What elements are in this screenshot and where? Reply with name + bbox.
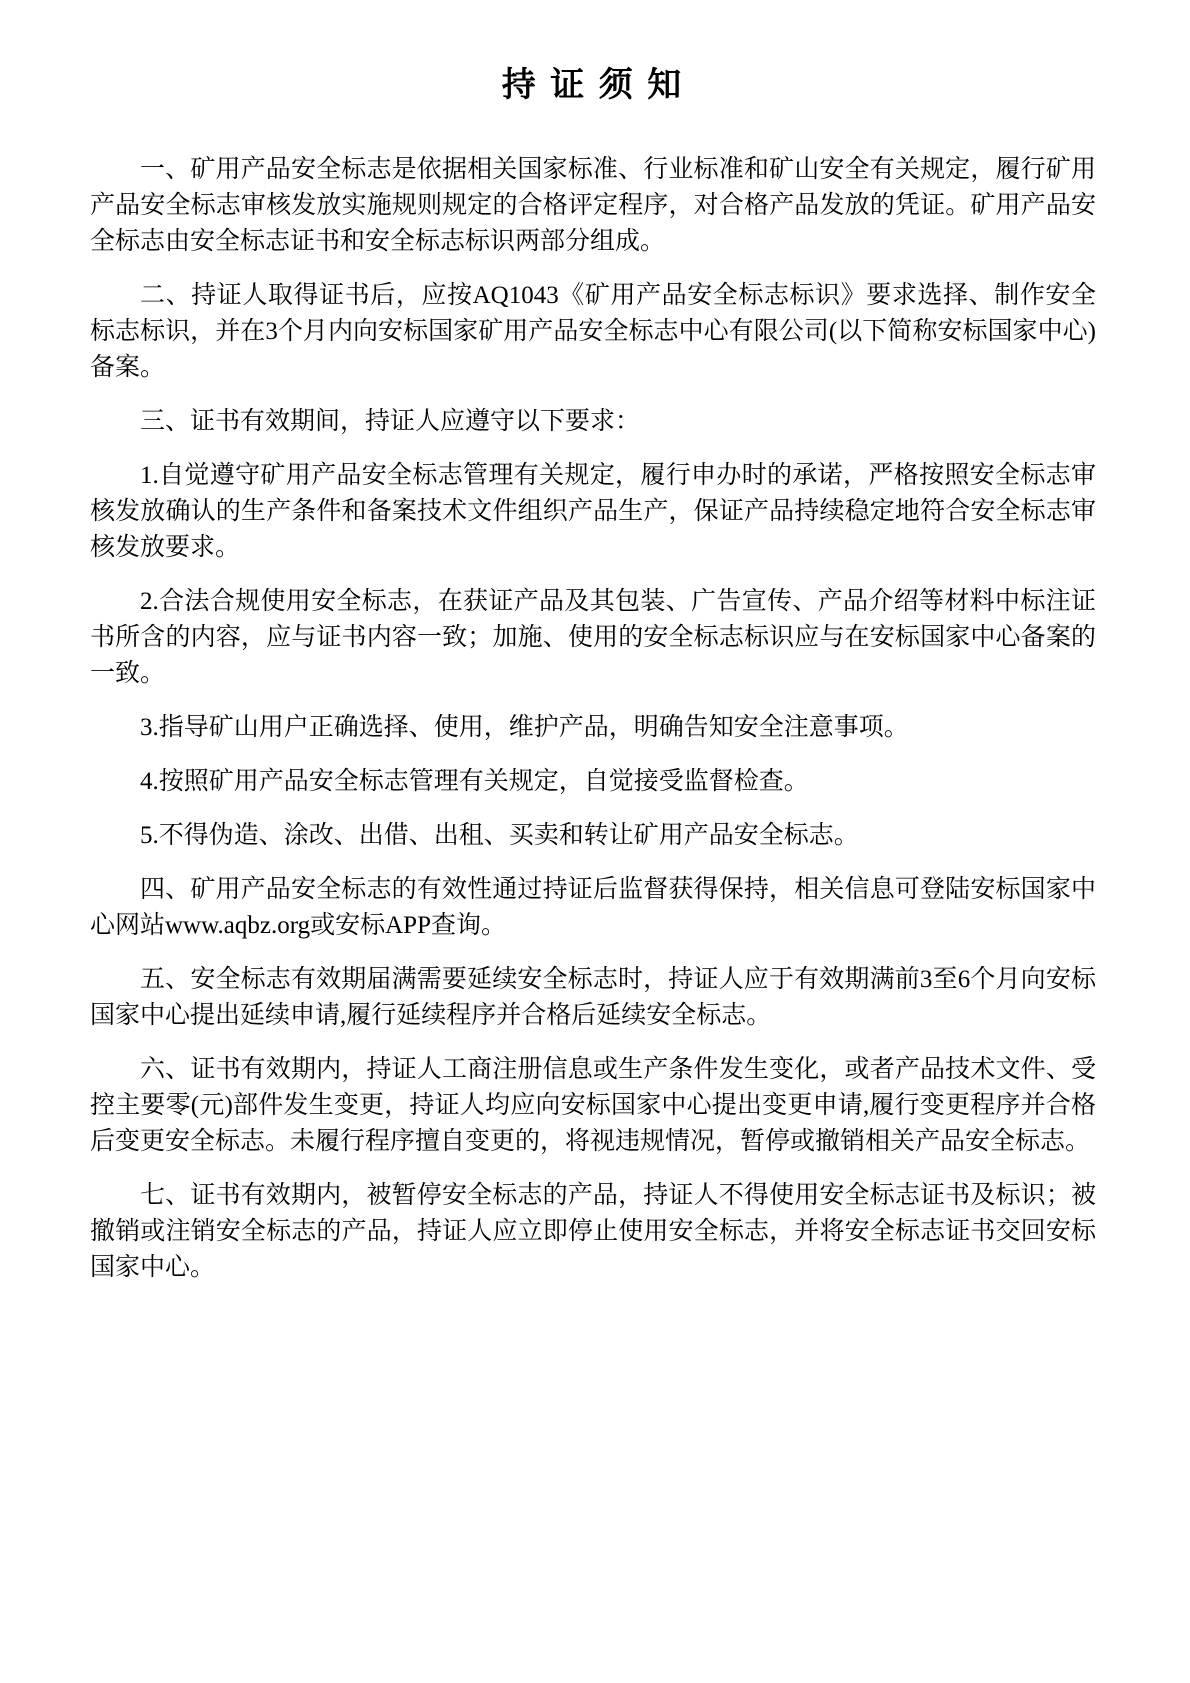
paragraph-section-1: 一、矿用产品安全标志是依据相关国家标准、行业标准和矿山安全有关规定，履行矿用产品安全标志审核发放实施规则规定的合格评定程序，对合格产品发放的凭证。矿用产品安全标志由安全标志证书和安全标志标识两部分组成。 bbox=[90, 156, 1096, 255]
paragraph-item-3: 3.指导矿山用户正确选择、使用，维护产品，明确告知安全注意事项。 bbox=[140, 714, 909, 741]
page-title: 持 证 须 知 bbox=[501, 67, 685, 104]
paragraph-item-5: 5.不得伪造、涂改、出借、出租、买卖和转让矿用产品安全标志。 bbox=[140, 822, 859, 849]
paragraph-item-4: 4.按照矿用产品安全标志管理有关规定，自觉接受监督检查。 bbox=[140, 768, 809, 795]
paragraph-section-7: 七、证书有效期内，被暂停安全标志的产品，持证人不得使用安全标志证书及标识；被撤销或注销安全标志的产品，持证人应立即停止使用安全标志，并将安全标志证书交回安标国家中心。 bbox=[90, 1182, 1096, 1281]
paragraph-item-2: 2.合法合规使用安全标志，在获证产品及其包装、广告宣传、产品介绍等材料中标注证书所含的内容，应与证书内容一致；加施、使用的安全标志标识应与在安标国家中心备案的一致。 bbox=[90, 588, 1096, 687]
paragraph-section-5: 五、安全标志有效期届满需要延续安全标志时，持证人应于有效期满前3至6个月向安标国家中心提出延续申请,履行延续程序并合格后延续安全标志。 bbox=[90, 966, 1096, 1029]
paragraph-item-1: 1.自觉遵守矿用产品安全标志管理有关规定，履行申办时的承诺，严格按照安全标志审核发放确认的生产条件和备案技术文件组织产品生产，保证产品持续稳定地符合安全标志审核发放要求。 bbox=[90, 462, 1096, 561]
paragraph-section-4: 四、矿用产品安全标志的有效性通过持证后监督获得保持，相关信息可登陆安标国家中心网站www.aqbz.org或安标APP查询。 bbox=[90, 876, 1096, 939]
paragraph-section-3: 三、证书有效期间，持证人应遵守以下要求： bbox=[140, 408, 641, 435]
paragraph-section-6: 六、证书有效期内，持证人工商注册信息或生产条件发生变化，或者产品技术文件、受控主要零(元)部件发生变更，持证人均应向安标国家中心提出变更申请,履行变更程序并合格后变更安全标志。未履行程序擅自变更的，将视违规情况，暂停或撤销相关产品安全标志。 bbox=[90, 1056, 1096, 1155]
paragraph-section-2: 二、持证人取得证书后，应按AQ1043《矿用产品安全标志标识》要求选择、制作安全标志标识，并在3个月内向安标国家矿用产品安全标志中心有限公司(以下简称安标国家中心)备案。 bbox=[90, 282, 1096, 381]
